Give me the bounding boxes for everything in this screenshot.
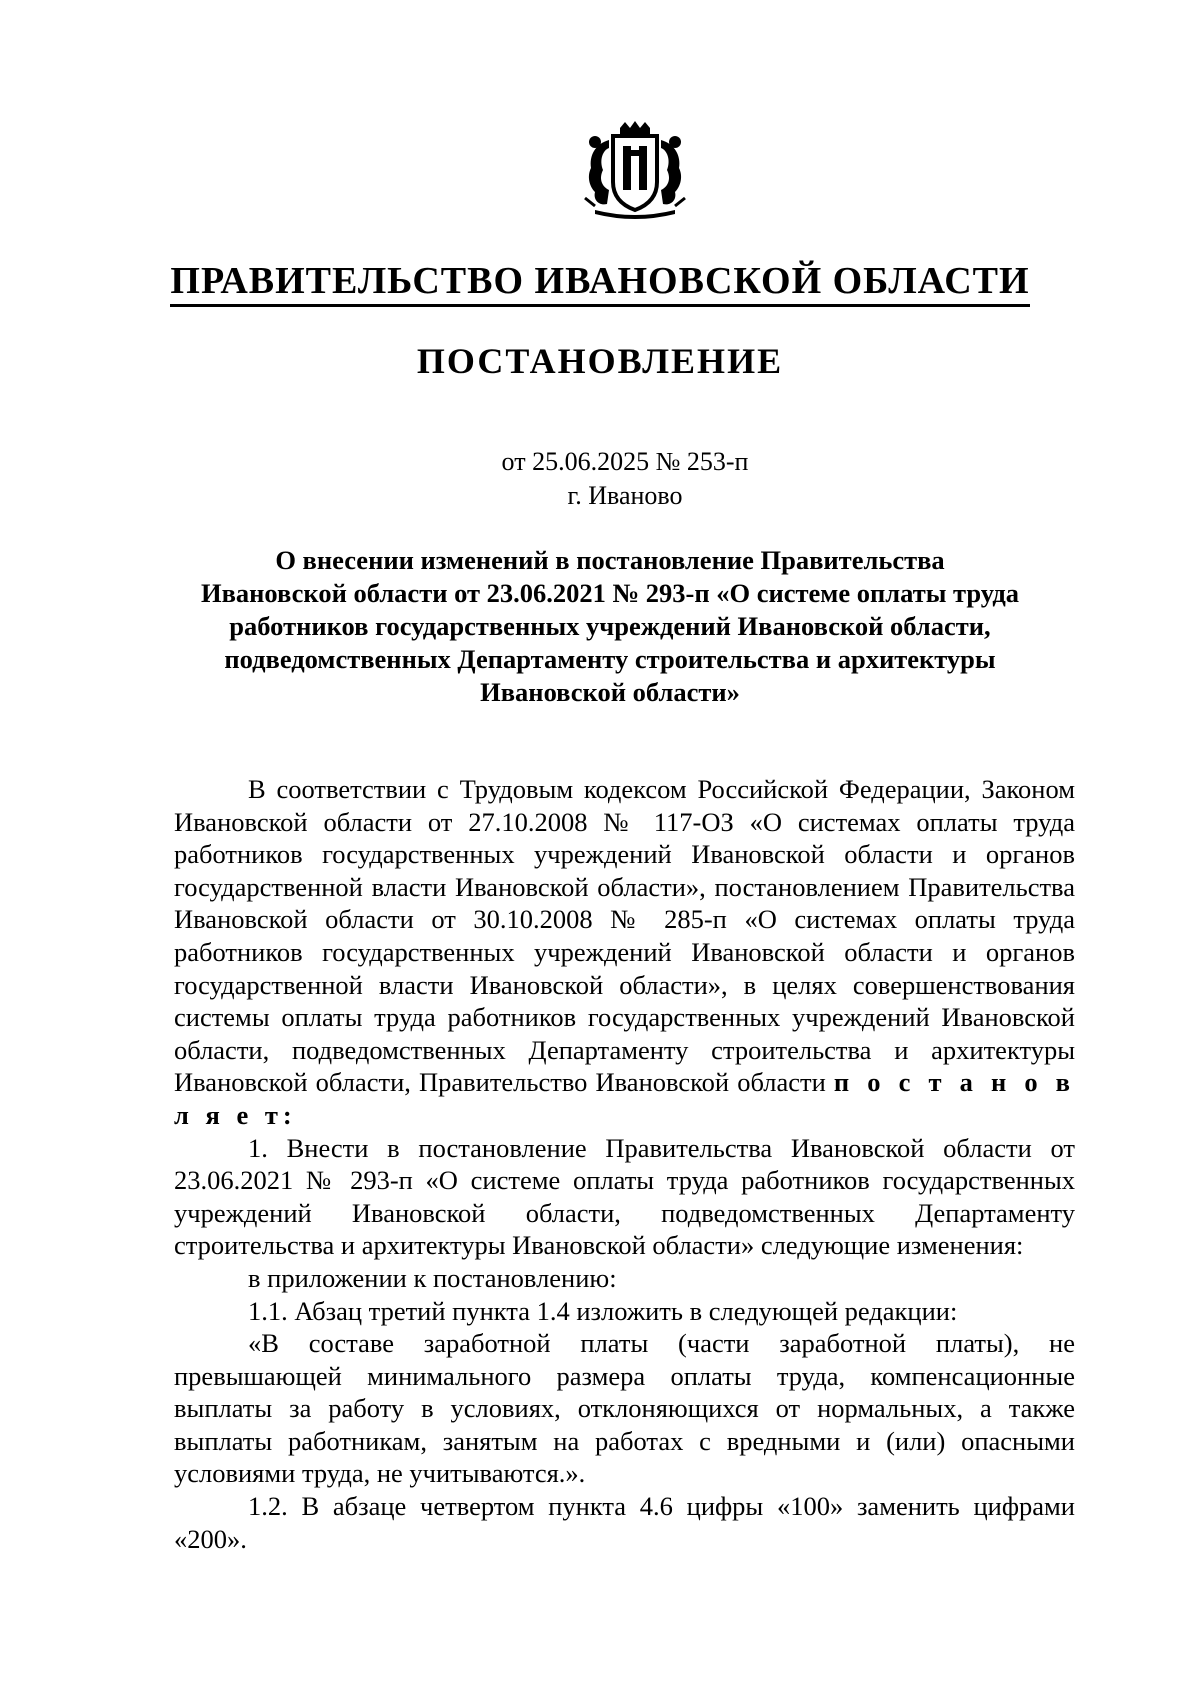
city: г. Иваново <box>567 481 683 510</box>
resolves-word: п о с т а н о в л я е т: <box>174 1067 1075 1130</box>
date-number: от 25.06.2025 № 253-п <box>501 447 749 476</box>
organization-title <box>0 262 1200 307</box>
preamble-paragraph <box>174 773 1075 1132</box>
title-line: работников государственных учреждений Ивановской области, <box>229 611 991 641</box>
document-meta <box>0 445 1200 513</box>
title-line: Ивановской области» <box>480 677 740 707</box>
title-line: подведомственных Департаменту строительства и архитектуры <box>224 644 996 674</box>
organization-name: ПРАВИТЕЛЬСТВО ИВАНОВСКОЙ ОБЛАСТИ <box>170 262 1029 307</box>
title-line: Ивановской области от 23.06.2021 № 293-п «О системе оплаты труда <box>200 578 1019 608</box>
document-type: ПОСТАНОВЛЕНИЕ <box>416 341 784 381</box>
quote-paragraph: «В составе заработной платы (части заработной платы), не превышающей минимального размера оплаты труда, компенсационные выплаты за работу в условиях, отклоняющихся от нормальных, а также выплаты работникам, занятым на работах с вредными и (или) опасными условиями труда, не учитываются.». <box>174 1328 1075 1489</box>
coat-of-arms-icon <box>565 120 705 220</box>
title-line: О внесении изменений в постановление Правительства <box>275 545 945 575</box>
preamble-text: В соответствии с Трудовым кодексом Российской Федерации, Законом Ивановской области от 27.10.2008 № 117-ОЗ «О системах оплаты труда работников государственных учреждений Ивановской области и органов государственной власти Ивановской области», постановлением Правительства Ивановской области от 30.10.2008 № 285-п «О системах оплаты труда работников государственных учреждений Ивановской области и органов государственной власти Ивановской области», в целях совершенствования системы оплаты труда работников государственных учреждений Ивановской области, подведомственных Департаменту строительства и архитектуры Ивановской области, Правительство Ивановской области <box>174 774 1075 1098</box>
appendix-paragraph: в приложении к постановлению: <box>248 1262 617 1293</box>
item-1-1-paragraph: 1.1. Абзац третий пункта 1.4 изложить в следующей редакции: <box>248 1295 958 1326</box>
document-title <box>160 544 1060 709</box>
item-1-2-paragraph: 1.2. В абзаце четвертом пункта 4.6 цифры «100» заменить цифрами «200». <box>174 1491 1075 1554</box>
document-body <box>174 773 1075 1555</box>
item-1-paragraph: 1. Внести в постановление Правительства Ивановской области от 23.06.2021 № 293-п «О системе оплаты труда работников государственных учреждений Ивановской области, подведомственных Департаменту строительства и архитектуры Ивановской области» следующие изменения: <box>174 1132 1075 1261</box>
